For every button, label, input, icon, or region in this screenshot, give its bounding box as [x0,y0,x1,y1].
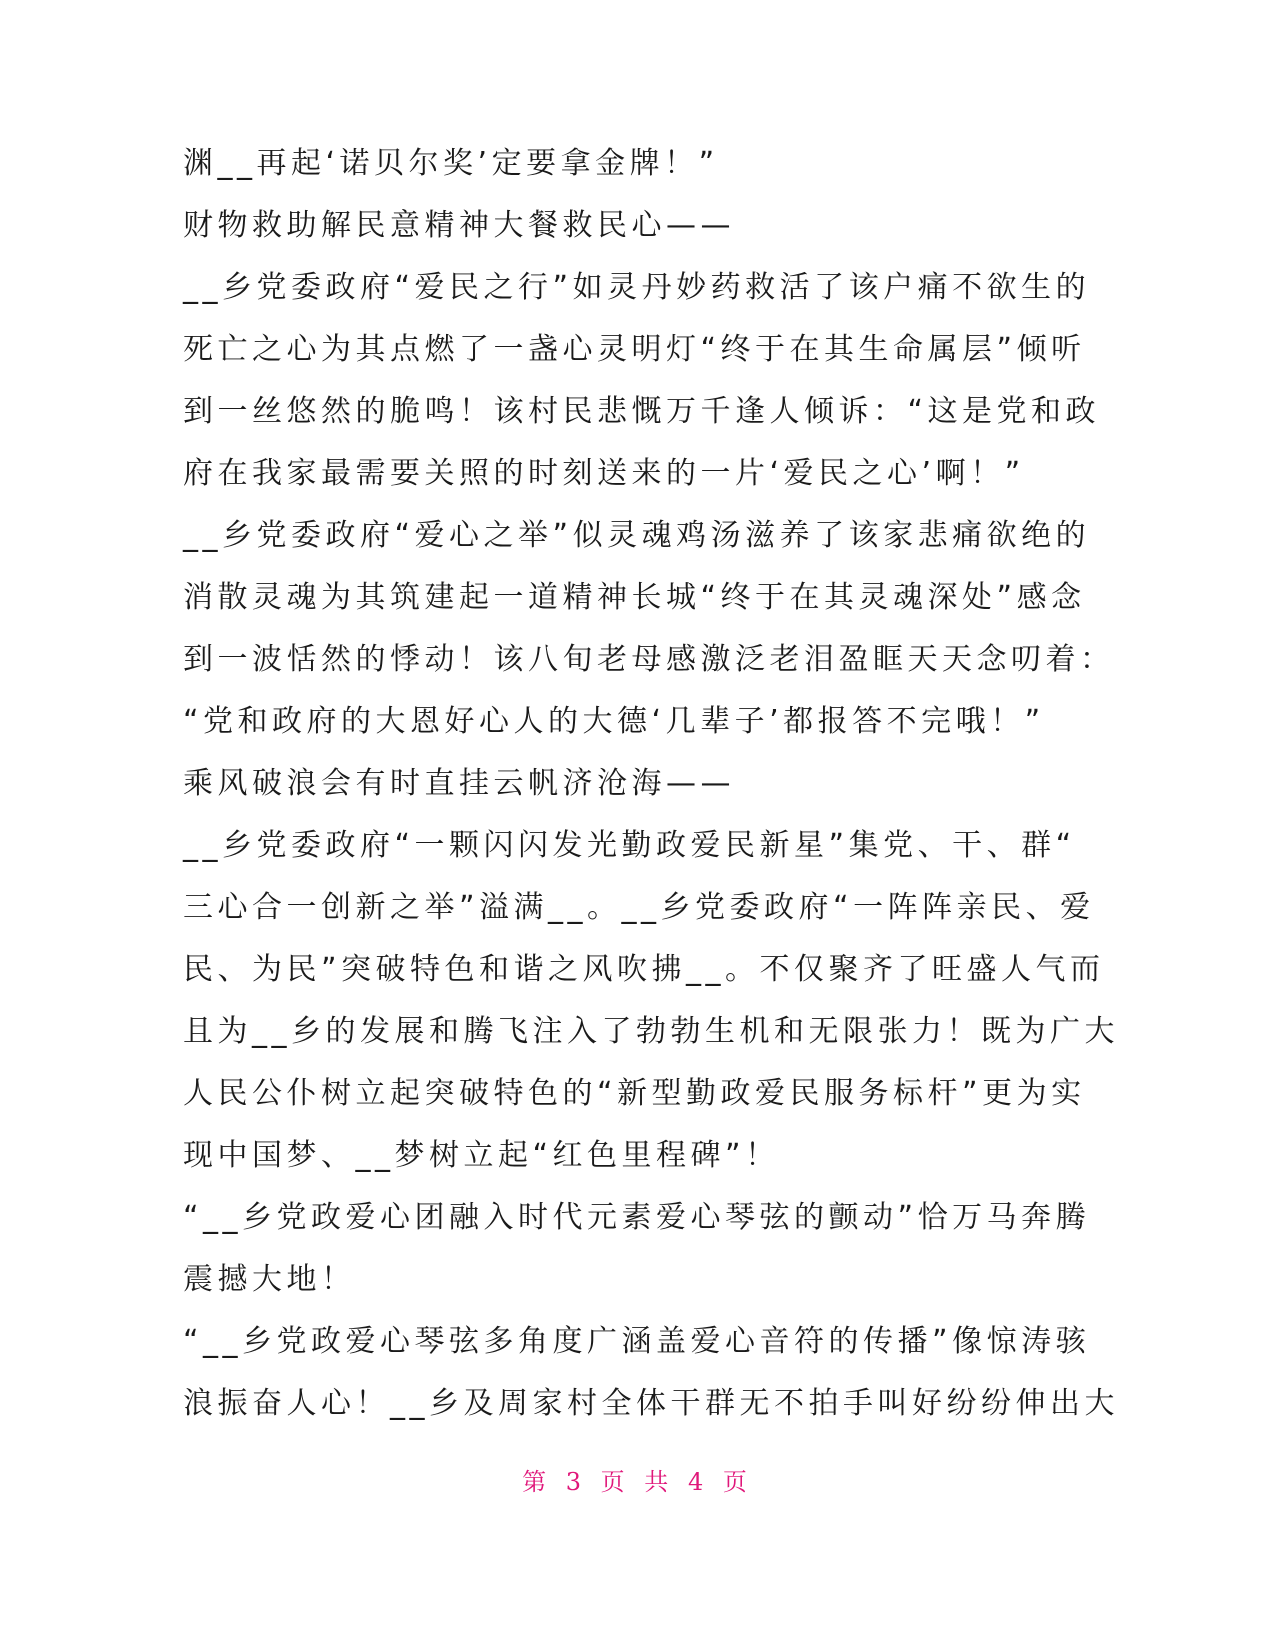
text-line: 死亡之心为其点燃了一盏心灵明灯“终于在其生命属层”倾听 [183,332,1086,367]
text-line: __乡党委政府“爱心之举”似灵魂鸡汤滋养了该家悲痛欲绝的 [183,518,1091,553]
text-line: “党和政府的大恩好心人的大德‘几辈子’都报答不完哦！” [183,704,1045,739]
text-line: 渊__再起‘诺贝尔奖’定要拿金牌！” [183,146,719,181]
text-line: 府在我家最需要关照的时刻送来的一片‘爱民之心’啊！” [183,456,1025,491]
text-line: “__乡党政爱心团融入时代元素爱心琴弦的颤动”恰万马奔腾 [183,1200,1091,1235]
text-line: 人民公仆树立起突破特色的“新型勤政爱民服务标杆”更为实 [183,1076,1086,1111]
text-line: __乡党委政府“爱民之行”如灵丹妙药救活了该户痛不欲生的 [183,270,1091,305]
text-line: 消散灵魂为其筑建起一道精神长城“终于在其灵魂深处”感念 [183,580,1086,615]
text-line: 震撼大地！ [183,1262,356,1297]
text-line: “__乡党政爱心琴弦多角度广涵盖爱心音符的传播”像惊涛骇 [183,1324,1091,1359]
text-line: 乘风破浪会有时直挂云帆济沧海—— [183,766,735,801]
text-line: 财物救助解民意精神大餐救民心—— [183,208,735,243]
text-line: 民、为民”突破特色和谐之风吹拂__。不仅聚齐了旺盛人气而 [183,952,1105,987]
page-number-footer: 第 3 页 共 4 页 [522,1468,753,1496]
text-line: 到一波恬然的悸动！该八旬老母感激泛老泪盈眶天天念叨着： [183,642,1115,677]
text-line: 且为__乡的发展和腾飞注入了勃勃生机和无限张力！既为广大 [183,1014,1119,1049]
text-line: 三心合一创新之举”溢满__。__乡党委政府“一阵阵亲民、爱 [183,890,1095,925]
text-line: __乡党委政府“一颗闪闪发光勤政爱民新星”集党、干、群“ [183,828,1076,863]
text-line: 到一丝悠然的脆鸣！该村民悲慨万千逢人倾诉：“这是党和政 [183,394,1101,429]
text-line: 浪振奋人心！__乡及周家村全体干群无不拍手叫好纷纷伸出大 [183,1386,1119,1421]
text-line: 现中国梦、__梦树立起“红色里程碑”！ [183,1138,780,1173]
document-body [183,141,1119,1443]
